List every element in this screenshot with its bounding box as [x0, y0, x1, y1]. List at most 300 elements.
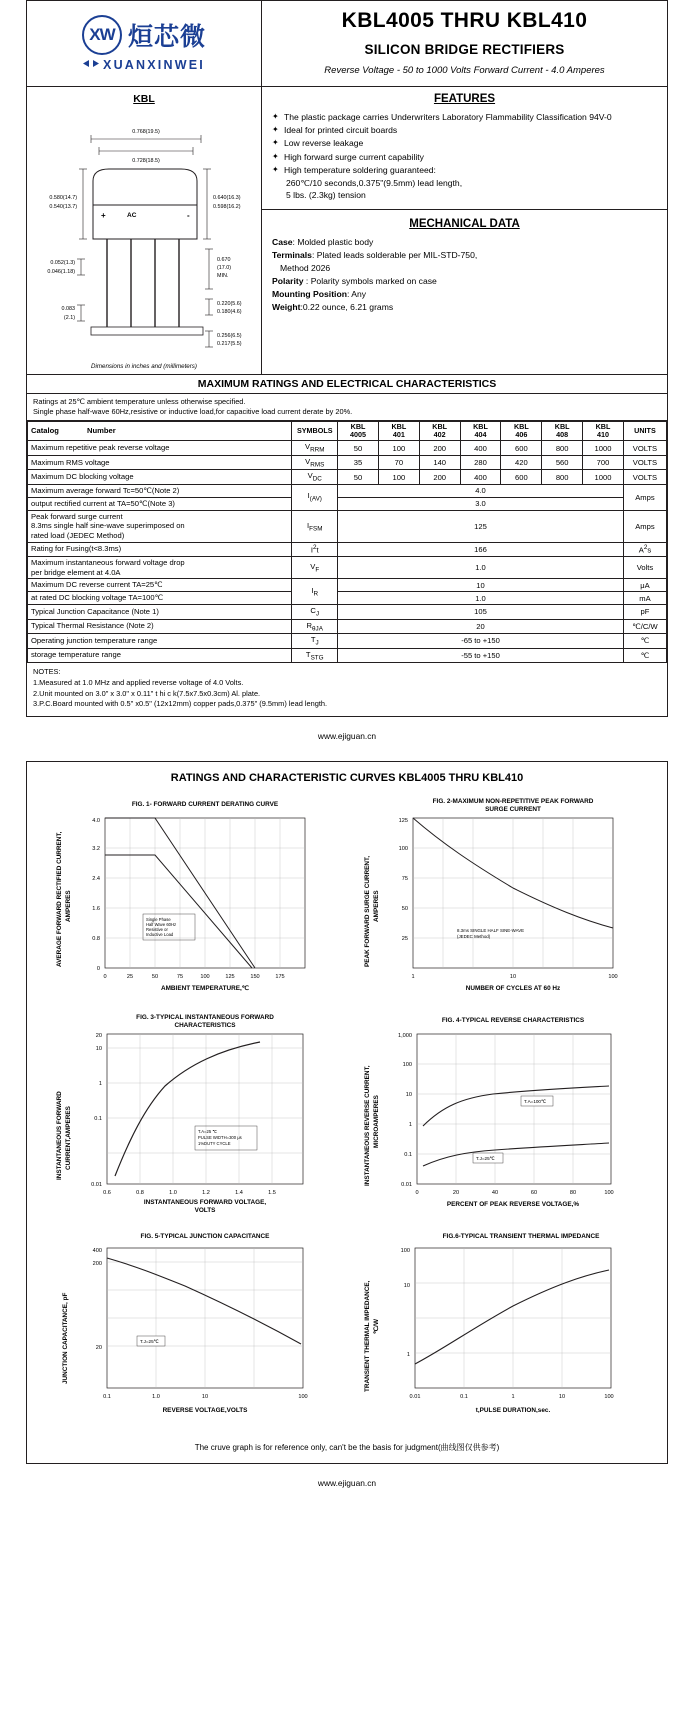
svg-text:Single Phase: Single Phase — [146, 917, 171, 923]
ratings-note-1: Ratings at 25℃ ambient temperature unless otherwise specified. — [33, 397, 246, 406]
note-line: 2.Unit mounted on 3.0" x 3.0" x 0.11" t hi c k(7.5x7.5x0.3cm) Al. plate. — [33, 688, 261, 698]
svg-text:1.4: 1.4 — [235, 1190, 243, 1197]
svg-text:CHARACTERISTICS: CHARACTERISTICS — [174, 1022, 236, 1030]
svg-text:100: 100 — [604, 1190, 614, 1197]
row-label — [28, 510, 292, 543]
row-unit: pF — [623, 605, 666, 620]
row-symbol: $V_{RMS}$ — [292, 455, 338, 470]
svg-text:125: 125 — [225, 974, 235, 981]
cell: 800 — [542, 470, 583, 485]
row-unit: VOLTS — [623, 470, 666, 485]
svg-text:FIG. 5-TYPICAL JUNCTION CAPACI: FIG. 5-TYPICAL JUNCTION CAPACITANCE — [140, 1233, 270, 1241]
row-symbol: $I^2t$ — [292, 543, 338, 557]
svg-text:NUMBER OF CYCLES AT 60 Hz: NUMBER OF CYCLES AT 60 Hz — [465, 985, 561, 993]
figure-5 — [45, 1224, 345, 1424]
page-ratings-line: Reverse Voltage - 50 to 1000 Volts Forward Current - 4.0 Amperes — [324, 65, 605, 76]
svg-text:0.540(13.7): 0.540(13.7) — [49, 204, 77, 210]
row-label: Maximum DC blocking voltage — [28, 470, 292, 485]
bullet-icon: ✦ — [272, 164, 279, 174]
svg-text:1.0: 1.0 — [169, 1190, 177, 1197]
row-unit: ℃ — [623, 648, 666, 663]
list-item — [272, 111, 657, 123]
svg-text:20: 20 — [452, 1190, 460, 1197]
svg-text:3.2: 3.2 — [92, 846, 100, 853]
svg-text:FIG. 1- FORWARD CURRENT DERATI: FIG. 1- FORWARD CURRENT DERATING CURVE — [131, 801, 279, 809]
figure-2 — [353, 792, 653, 1004]
mech-sep: : — [303, 276, 311, 287]
svg-text:0.768(19.5): 0.768(19.5) — [132, 129, 160, 135]
row-unit: VOLTS — [623, 455, 666, 470]
row-label-line: Maximum instantaneous forward voltage drop — [31, 557, 185, 567]
svg-text:0: 0 — [415, 1190, 419, 1197]
row-label: Maximum average forward Tc=50℃(Note 2) — [28, 484, 292, 497]
row-label-line: per bridge element at 4.0A — [31, 567, 121, 577]
row-symbol: $V_F$ — [292, 556, 338, 579]
svg-text:0.670: 0.670 — [217, 257, 231, 263]
row-symbol: $I_R$ — [292, 579, 338, 605]
note-line: 3.P.C.Board mounted with 0.5" x0.5" (12x12mm) copper pads,0.375" (9.5mm) lead length. — [33, 699, 328, 709]
svg-text:0.01: 0.01 — [409, 1394, 421, 1401]
svg-text:1.2: 1.2 — [202, 1190, 210, 1197]
row-unit: mA — [623, 592, 666, 605]
row-unit: VOLTS — [623, 441, 666, 456]
svg-text:10: 10 — [405, 1092, 412, 1099]
features-sub-1: 260℃/10 seconds,0.375"(9.5mm) lead length, — [286, 178, 463, 189]
datasheet-page-2 — [0, 761, 694, 1498]
cell: 420 — [501, 455, 542, 470]
mech-value: Molded plastic body — [297, 237, 374, 248]
svg-text:Half Wave 60Hz: Half Wave 60Hz — [146, 922, 177, 928]
svg-text:0: 0 — [96, 966, 100, 973]
mech-label: Terminals — [272, 250, 312, 261]
svg-text:400: 400 — [92, 1248, 102, 1255]
logo-arrows-icon — [83, 59, 99, 68]
row-symbol: $V_{DC}$ — [292, 470, 338, 485]
svg-text:t,PULSE DURATION,sec.: t,PULSE DURATION,sec. — [475, 1407, 551, 1415]
curve-grid — [27, 788, 667, 1430]
row-label-line: Peak forward surge current — [31, 511, 123, 521]
row-label: Maximum DC reverse current TA=25℃ — [28, 579, 292, 592]
ratings-notes — [27, 394, 667, 421]
svg-text:MICROAMPERES: MICROAMPERES — [373, 1095, 380, 1149]
svg-text:0.8: 0.8 — [136, 1190, 144, 1197]
table-row — [28, 455, 667, 470]
svg-text:VOLTS: VOLTS — [194, 1207, 216, 1215]
row-symbol: $I_{FSM}$ — [292, 510, 338, 543]
page-subtitle: SILICON BRIDGE RECTIFIERS — [364, 42, 565, 57]
svg-text:0.640(16.3): 0.640(16.3) — [213, 195, 241, 201]
mech-label: Mounting Position — [272, 288, 347, 299]
cell: 100 — [378, 441, 419, 456]
svg-text:0.01: 0.01 — [401, 1182, 412, 1189]
row-unit: Amps — [623, 484, 666, 510]
svg-text:Inductive Load: Inductive Load — [146, 932, 174, 938]
logo-cell — [27, 1, 262, 86]
row-label: Typical Thermal Resistance (Note 2) — [28, 619, 292, 634]
cell: 50 — [338, 441, 379, 456]
features-title: FEATURES — [433, 93, 496, 105]
mech-sep: : — [292, 237, 298, 248]
svg-text:60: 60 — [530, 1190, 538, 1197]
svg-text:TRANSIENT THERMAL IMPEDANCE,: TRANSIENT THERMAL IMPEDANCE, — [364, 1280, 371, 1393]
mech-label: Case — [272, 237, 293, 248]
cell: -55 to +150 — [338, 648, 624, 663]
cell: 100 — [378, 470, 419, 485]
svg-text:AC: AC — [127, 212, 137, 219]
page-title: KBL4005 THRU KBL410 — [341, 9, 588, 32]
svg-text:T.J=25℃: T.J=25℃ — [140, 1339, 159, 1345]
dimensions-note: Dimensions in inches and (millimeters) — [91, 363, 197, 370]
row-label — [28, 556, 292, 579]
mech-value: Polarity symbols marked on case — [310, 276, 437, 287]
mech-value: 0.22 ounce, 6.21 grams — [302, 301, 394, 312]
table-row — [28, 648, 667, 663]
svg-text:100: 100 — [400, 1248, 410, 1255]
table-row — [28, 543, 667, 557]
svg-text:MIN.: MIN. — [217, 273, 229, 279]
cell: 3.0 — [338, 497, 624, 510]
mech-sep: : — [346, 288, 352, 299]
svg-text:INSTANTANEOUS FORWARD VOLTAGE,: INSTANTANEOUS FORWARD VOLTAGE, — [143, 1199, 267, 1207]
part-header: KBL 404 — [460, 421, 501, 441]
mech-row — [272, 262, 657, 275]
ratings-title: MAXIMUM RATINGS AND ELECTRICAL CHARACTERISTICS — [27, 375, 667, 394]
table-row — [28, 510, 667, 543]
catalog-header-cell — [28, 421, 292, 441]
svg-text:40: 40 — [491, 1190, 499, 1197]
mech-row — [272, 288, 657, 301]
svg-text:50: 50 — [401, 906, 408, 913]
svg-text:INSTANTANEOUS REVERSE CURRENT,: INSTANTANEOUS REVERSE CURRENT, — [364, 1065, 371, 1187]
cell: 600 — [501, 441, 542, 456]
part-header: KBL 402 — [419, 421, 460, 441]
svg-text:T.A=25 ℃: T.A=25 ℃ — [198, 1129, 218, 1135]
part-header: KBL 410 — [583, 421, 624, 441]
row-unit: Amps — [623, 510, 666, 543]
table-row — [28, 556, 667, 579]
svg-text:0.01: 0.01 — [91, 1182, 102, 1189]
symbols-header: SYMBOLS — [292, 421, 338, 441]
svg-text:REVERSE VOLTAGE,VOLTS: REVERSE VOLTAGE,VOLTS — [162, 1407, 248, 1415]
row-symbol: $T_J$ — [292, 634, 338, 649]
table-header-row — [28, 421, 667, 441]
company-name-cn: 烜芯微 — [127, 23, 206, 51]
list-item — [272, 151, 657, 163]
svg-text:T.J=25℃: T.J=25℃ — [476, 1156, 495, 1162]
svg-text:1.6: 1.6 — [92, 906, 100, 913]
svg-text:0.1: 0.1 — [404, 1152, 412, 1159]
svg-text:-: - — [187, 211, 190, 220]
title-cell — [262, 1, 667, 86]
cell: 800 — [542, 441, 583, 456]
svg-text:T.A=100℃: T.A=100℃ — [524, 1099, 547, 1105]
cell: 50 — [338, 470, 379, 485]
svg-text:1.0: 1.0 — [152, 1394, 160, 1401]
bullet-icon: ✦ — [272, 125, 279, 135]
svg-text:FIG. 4-TYPICAL REVERSE CHARACT: FIG. 4-TYPICAL REVERSE CHARACTERISTICS — [441, 1017, 585, 1025]
curves-title: RATINGS AND CHARACTERISTIC CURVES KBL4005 THRU KBL410 — [170, 772, 524, 785]
curves-disclaimer: The cruve graph is for reference only, can't be the basis for judgment(曲线图仅供参考)‍ — [194, 1443, 500, 1453]
mech-value: Method 2026 — [280, 263, 331, 274]
cell: 280 — [460, 455, 501, 470]
svg-text:(17.0): (17.0) — [217, 265, 232, 271]
row-symbol: $V_{RRM}$ — [292, 441, 338, 456]
list-item — [272, 124, 657, 136]
feature-text: High forward surge current capability — [284, 151, 424, 162]
ratings-note-2: Single phase half-wave 60Hz,resistive or inductive load,for capacitive load current derate by 20%. — [33, 407, 353, 417]
svg-text:1,000: 1,000 — [398, 1033, 412, 1040]
row-label: Maximum repetitive peak reverse voltage — [28, 441, 292, 456]
mechanical-title: MECHANICAL DATA — [409, 218, 520, 231]
mech-value: Any — [351, 288, 367, 299]
mech-label: Polarity — [272, 276, 304, 287]
package-title: KBL — [133, 93, 155, 105]
svg-text:1: 1 — [406, 1352, 410, 1359]
row-unit: ℃ — [623, 634, 666, 649]
svg-text:75: 75 — [401, 876, 408, 883]
table-row — [28, 484, 667, 497]
mech-row — [272, 249, 657, 262]
figure-4 — [353, 1008, 653, 1220]
svg-text:0.598(16.2): 0.598(16.2) — [213, 204, 241, 210]
features-sub-2: 5 lbs. (2.3kg) tension — [286, 190, 366, 201]
cell: 70 — [378, 455, 419, 470]
cell: 1.0 — [338, 556, 624, 579]
feature-text: The plastic package carries Underwriters Laboratory Flammability Classification 94V-0 — [284, 112, 612, 122]
cell: 600 — [501, 470, 542, 485]
datasheet-page-1 — [0, 0, 694, 751]
page2-frame — [26, 761, 668, 1464]
svg-text:10: 10 — [558, 1394, 566, 1401]
units-header: UNITS — [623, 421, 666, 441]
row-symbol: $R_{\theta JA}$ — [292, 619, 338, 634]
cell: 35 — [338, 455, 379, 470]
page1-frame — [26, 0, 668, 717]
ratings-table — [27, 421, 667, 663]
cell: 20 — [338, 619, 624, 634]
svg-text:℃/W: ℃/W — [373, 1319, 380, 1335]
row-symbol: $T_{STG}$ — [292, 648, 338, 663]
row-label-line: 8.3ms single half sine-wave superimposed on — [31, 521, 185, 531]
svg-text:SURGE CURRENT: SURGE CURRENT — [485, 806, 541, 814]
cell: 200 — [419, 470, 460, 485]
figure-1 — [45, 792, 345, 1004]
svg-text:1: 1 — [411, 974, 415, 981]
row-label: Operating junction temperature range — [28, 634, 292, 649]
mechanical-block — [262, 210, 667, 374]
svg-text:8.3ms SINGLE HALF SINE-WAVE: 8.3ms SINGLE HALF SINE-WAVE — [457, 928, 525, 934]
svg-text:AMBIENT TEMPERATURE,℃: AMBIENT TEMPERATURE,℃ — [160, 985, 250, 993]
svg-text:100: 100 — [200, 974, 210, 981]
bullet-icon: ✦ — [272, 138, 279, 148]
table-row — [28, 592, 667, 605]
row-label: storage temperature range — [28, 648, 292, 663]
part-header: KBL 408 — [542, 421, 583, 441]
svg-text:0.052(1.3): 0.052(1.3) — [50, 260, 75, 266]
row-unit: μA — [623, 579, 666, 592]
svg-text:80: 80 — [569, 1190, 577, 1197]
svg-text:0.046(1.18): 0.046(1.18) — [47, 269, 75, 275]
mech-row — [272, 236, 657, 249]
cell: 400 — [460, 441, 501, 456]
table-row — [28, 441, 667, 456]
mech-value: Plated leads solderable per MIL-STD-750, — [316, 250, 478, 261]
part-header: KBL 401 — [378, 421, 419, 441]
svg-text:0.220(5.6): 0.220(5.6) — [217, 301, 242, 307]
svg-text:0.1: 0.1 — [94, 1116, 102, 1123]
svg-text:+: + — [101, 211, 106, 220]
svg-text:25: 25 — [126, 974, 134, 981]
mech-sep: : — [311, 250, 317, 261]
cell: 1.0 — [338, 592, 624, 605]
cell: 4.0 — [338, 484, 624, 497]
svg-text:(2.1): (2.1) — [63, 315, 75, 321]
figure-6 — [353, 1224, 653, 1424]
svg-text:AMPERES: AMPERES — [65, 890, 72, 923]
row-symbol: $I_{(AV)}$ — [292, 484, 338, 510]
svg-text:FIG. 2-MAXIMUM NON-REPETITIVE: FIG. 2-MAXIMUM NON-REPETITIVE PEAK FORWARD — [432, 798, 594, 806]
svg-text:0.8: 0.8 — [92, 936, 100, 943]
svg-text:FIG.6-TYPICAL TRANSIENT THERMA: FIG.6-TYPICAL TRANSIENT THERMAL IMPEDANCE — [442, 1233, 600, 1241]
svg-text:FIG. 3-TYPICAL INSTANTANEOUS F: FIG. 3-TYPICAL INSTANTANEOUS FORWARD — [136, 1014, 274, 1022]
table-row — [28, 579, 667, 592]
svg-text:1.5: 1.5 — [268, 1190, 276, 1197]
row-unit: $A^2s$ — [623, 543, 666, 557]
row-label: Typical Junction Capacitance (Note 1) — [28, 605, 292, 620]
cell: 10 — [338, 579, 624, 592]
svg-text:1%DUTY CYCLE: 1%DUTY CYCLE — [198, 1141, 231, 1147]
cell: 1000 — [583, 441, 624, 456]
table-row — [28, 619, 667, 634]
notes-title: NOTES: — [33, 667, 61, 677]
catalog-label: Catalog — [31, 426, 59, 436]
svg-text:0.1: 0.1 — [103, 1394, 111, 1401]
svg-text:Resistive or: Resistive or — [146, 927, 168, 933]
svg-text:100: 100 — [604, 1394, 614, 1401]
number-label: Number — [86, 426, 116, 436]
row-label-line: rated load (JEDEC Method) — [31, 531, 125, 541]
list-item — [272, 164, 657, 176]
figure-3 — [45, 1008, 345, 1220]
svg-text:175: 175 — [275, 974, 285, 981]
cell: 140 — [419, 455, 460, 470]
svg-text:0.728(18.5): 0.728(18.5) — [132, 158, 160, 164]
svg-text:INSTANTANEOUS FORWARD: INSTANTANEOUS FORWARD — [56, 1091, 63, 1181]
svg-text:0.217(5.5): 0.217(5.5) — [217, 341, 242, 347]
row-label: at rated DC blocking voltage TA=100℃ — [28, 592, 292, 605]
mech-sep: : — [300, 301, 303, 312]
table-row — [28, 470, 667, 485]
svg-text:100: 100 — [608, 974, 618, 981]
row-label: Rating for Fusing(t<8.3ms) — [28, 543, 292, 557]
mech-row — [272, 301, 657, 314]
cell: 560 — [542, 455, 583, 470]
row-label: output rectified current at TA=50℃(Note 3) — [28, 497, 292, 510]
row-unit: ℃/C/W — [623, 619, 666, 634]
footer-url-page1[interactable]: www.ejiguan.cn — [317, 731, 377, 742]
svg-text:PULSE WIDTH=300 μs: PULSE WIDTH=300 μs — [198, 1135, 242, 1141]
svg-text:(JEDEC Method): (JEDEC Method) — [457, 934, 491, 940]
feature-text: Ideal for printed circuit boards — [284, 125, 398, 136]
svg-text:PERCENT OF PEAK REVERSE VOLTAG: PERCENT OF PEAK REVERSE VOLTAGE,% — [446, 1201, 580, 1209]
mid-section — [27, 87, 667, 375]
svg-text:0.083: 0.083 — [61, 306, 75, 312]
footnotes — [27, 663, 667, 716]
document-header — [27, 1, 667, 87]
right-column — [262, 87, 667, 374]
cell: 700 — [583, 455, 624, 470]
svg-text:JUNCTION CAPACITANCE, pF: JUNCTION CAPACITANCE, pF — [62, 1292, 69, 1385]
svg-text:125: 125 — [398, 818, 408, 825]
svg-text:50: 50 — [151, 974, 159, 981]
svg-text:0.6: 0.6 — [103, 1190, 111, 1197]
svg-text:0: 0 — [103, 974, 107, 981]
svg-text:0.180(4.6): 0.180(4.6) — [217, 309, 242, 315]
svg-text:150: 150 — [250, 974, 260, 981]
svg-text:CURRENT,AMPERES: CURRENT,AMPERES — [65, 1106, 72, 1171]
svg-text:200: 200 — [92, 1261, 102, 1268]
svg-text:1: 1 — [98, 1081, 102, 1088]
svg-text:75: 75 — [176, 974, 184, 981]
cell: 105 — [338, 605, 624, 620]
svg-text:PEAK FORWARD SURGE CURRENT,: PEAK FORWARD SURGE CURRENT, — [364, 856, 371, 968]
svg-text:25: 25 — [401, 936, 408, 943]
footer-url-page2[interactable]: www.ejiguan.cn — [317, 1478, 377, 1489]
svg-text:10: 10 — [509, 974, 517, 981]
mech-row — [272, 275, 657, 288]
feature-text: High temperature soldering guaranteed: — [284, 164, 436, 175]
svg-text:AMPERES: AMPERES — [373, 890, 380, 923]
part-header: KBL 4005 — [338, 421, 379, 441]
svg-text:0.256(6.5): 0.256(6.5) — [217, 333, 242, 339]
svg-text:20: 20 — [95, 1345, 102, 1352]
svg-text:AVERAGE FORWARD RECTIFIED CURR: AVERAGE FORWARD RECTIFIED CURRENT, — [56, 831, 63, 968]
svg-text:0.580(14.7): 0.580(14.7) — [49, 195, 77, 201]
row-symbol: $C_J$ — [292, 605, 338, 620]
note-line: 1.Measured at 1.0 MHz and applied reverse voltage of 4.0 Volts. — [33, 677, 244, 687]
logo-mark-text: XW — [89, 25, 115, 44]
company-logo-icon — [82, 15, 122, 55]
svg-text:0.1: 0.1 — [460, 1394, 468, 1401]
package-drawing-cell — [27, 87, 262, 374]
cell: -65 to +150 — [338, 634, 624, 649]
mech-label: Weight — [272, 301, 301, 312]
svg-text:20: 20 — [95, 1033, 102, 1040]
feature-text: Low reverse leakage — [284, 138, 364, 149]
table-row — [28, 497, 667, 510]
table-row — [28, 634, 667, 649]
svg-text:2.4: 2.4 — [92, 876, 100, 883]
cell: 200 — [419, 441, 460, 456]
cell: 125 — [338, 510, 624, 543]
features-list — [272, 111, 657, 176]
bullet-icon: ✦ — [272, 112, 279, 121]
package-drawing — [31, 109, 257, 361]
svg-text:100: 100 — [402, 1062, 412, 1069]
company-name-en: XUANXINWEI — [103, 58, 205, 72]
part-header: KBL 406 — [501, 421, 542, 441]
cell: 400 — [460, 470, 501, 485]
svg-text:1: 1 — [408, 1122, 412, 1129]
svg-text:10: 10 — [201, 1394, 209, 1401]
svg-text:1: 1 — [511, 1394, 515, 1401]
row-unit: Volts — [623, 556, 666, 579]
features-block — [262, 87, 667, 210]
table-row — [28, 605, 667, 620]
cell: 1000 — [583, 470, 624, 485]
list-item — [272, 137, 657, 149]
cell: 166 — [338, 543, 624, 557]
